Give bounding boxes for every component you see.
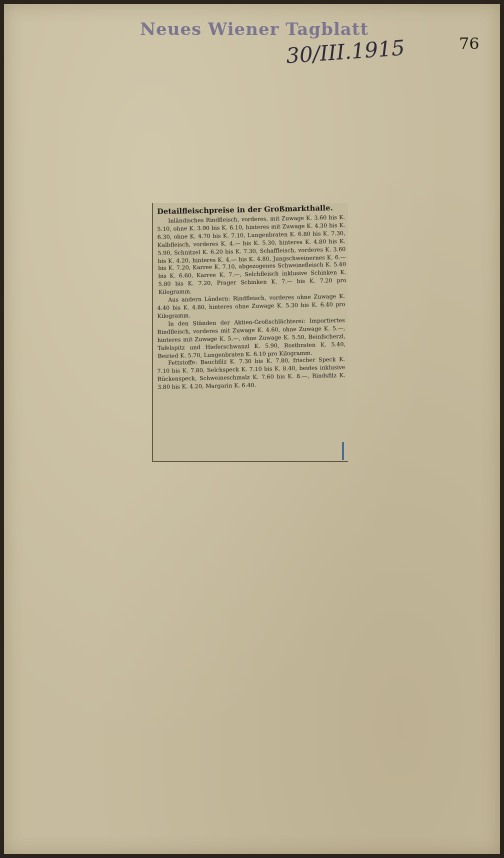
newspaper-clipping xyxy=(152,203,348,462)
clipping-paragraph-fats: Fettstoffe: Bauchfilz K. 7.30 bis K. 7.80, frischer Speck K. 7.10 bis K. 7.80, Selchspeck K. 7.10 bis K. 8.40, beides inklusive Rückenspeck, Schweineschmalz K. 7.60 bis K. 8.—, Rindsfilz K. 3.80 bis K. 4.20, Margarin K. 6.40. xyxy=(157,357,346,392)
clipping-title: Detailfleischpreise in der Großmarkthalle. xyxy=(157,203,333,216)
archive-sheet xyxy=(4,4,500,854)
clipping-paragraph-foreign: Aus andern Ländern: Rindfleisch, vorderes ohne Zuwage K. 4.40 bis K. 4.80, hinteres ohne Zuwage K. 5.30 bis K. 6.40 pro Kilogramm. xyxy=(157,294,346,320)
newspaper-stamp: Neues Wiener Tagblatt xyxy=(140,20,369,40)
clipping-paragraph-stands: In den Ständen der Aktien-Großschlächterei: Importiertes Rindfleisch, vorderes mit Zuwage K. 4.60, ohne Zuwage K. 5.—, hinteres mit Zuwage K. 5.—, ohne Zuwage K. 5.50, Beinfscherzl, Tafelspitz und Hieferschwanzl K. 5.90, Rostbraten K. 5.40, Beiried K. 5.70, Lungenbraten K. 6.10 pro Kilogramm. xyxy=(157,317,346,360)
handwritten-date: 30/III.1915 xyxy=(285,35,406,69)
page-number: 76 xyxy=(459,34,480,53)
blue-pencil-mark xyxy=(342,442,344,460)
clipping-paragraph-domestic: Inländisches Rindfleisch, vorderes, mit Zuwage K. 3.60 bis K. 5.10, ohne K. 3.90 bis K. 6.10, hinteres mit Zuwage K. 4.30 bis K. 6.30, ohne K. 4.70 bis K. 7.10, Lungenbraten K. 6.80 bis K. 7.30, Kalbfleisch, vorderes K. 4.— bis K. 5.30, hinteres K. 4.80 bis K. 5.90, Schnitzel K. 6.20 bis K. 7.30, Schaffleisch, vorderes K. 3.60 bis K. 4.20, hinteres K. 4.— bis K. 4.80, Jungschweinernes K. 6.— bis K. 7.20, Karree K. 7.10, abgezogenes Schweinefleisch K. 5.40 bis K. 6.60, Karree K. 7.—, Selchfleisch inklusive Schinken K. 5.80 bis K. 7.20, Prager Schinken K. 7.— bis K. 7.20 pro Kilogramm. xyxy=(157,215,347,297)
